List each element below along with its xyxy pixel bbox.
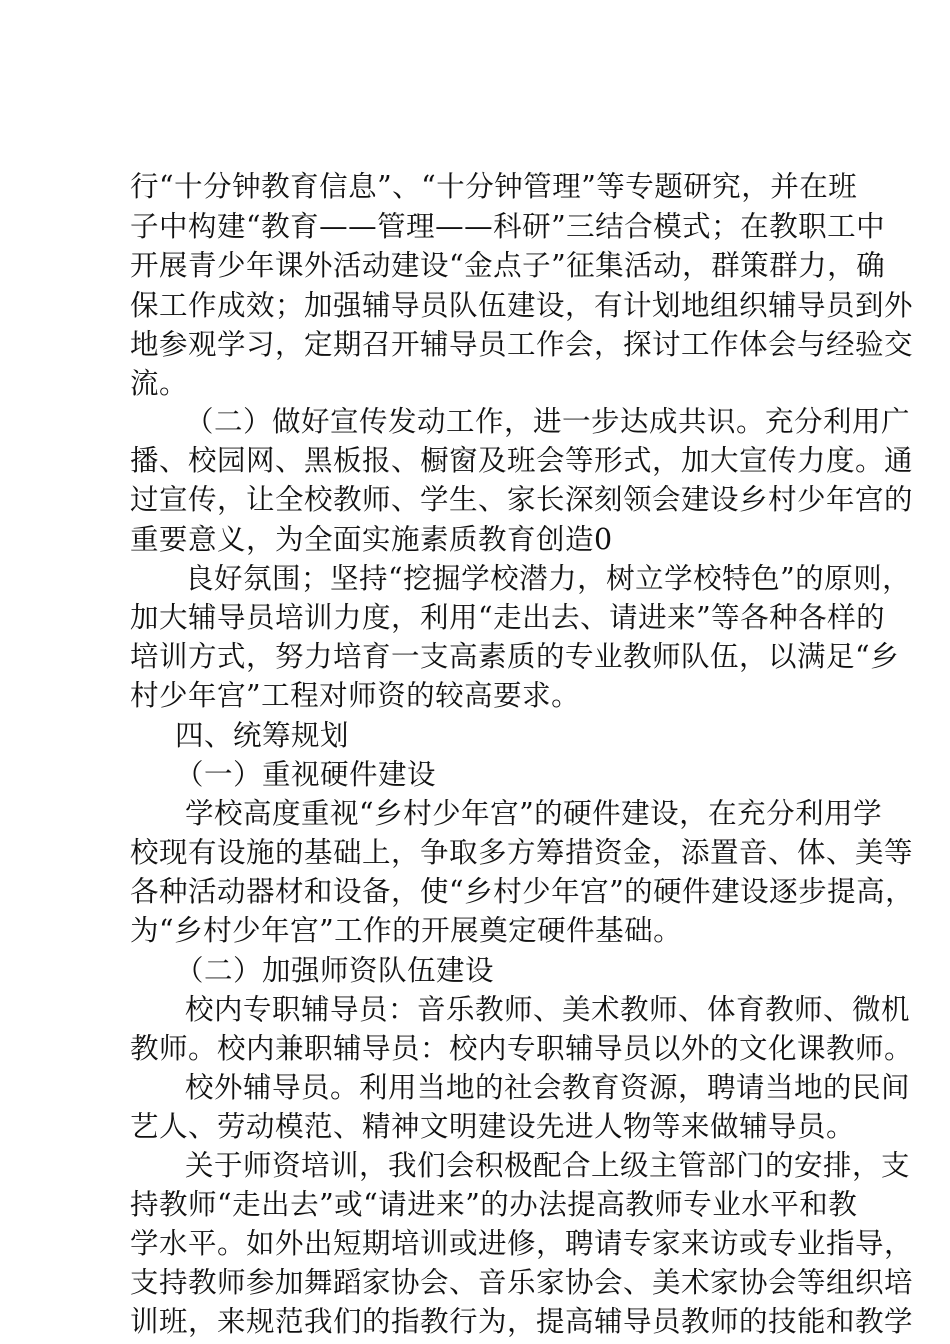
text-line: 加大辅导员培训力度，利用“走出去、请进来”等各种各样的 (130, 601, 886, 634)
text-line: 学校高度重视“乡村少年宫”的硬件建设，在充分利用学 (185, 797, 883, 830)
text-line: 支持教师参加舞蹈家协会、音乐家协会、美术家协会等组织培 (130, 1266, 914, 1299)
text-line: 流。 (130, 367, 189, 400)
text-line: 过宣传，让全校教师、学生、家长深刻领会建设乡村少年宫的 (130, 483, 914, 516)
text-line: （二）做好宣传发动工作，进一步达成共识。充分利用广 (185, 405, 911, 438)
text-line: 教师。校内兼职辅导员：校内专职辅导员以外的文化课教师。 (130, 1032, 914, 1065)
text-line: 校现有设施的基础上，争取多方筹措资金，添置音、体、美等 (130, 836, 914, 869)
section-heading: 四、统筹规划 (175, 719, 350, 752)
text-line: 子中构建“教育——管理——科研”三结合模式；在教职工中 (130, 210, 886, 243)
text-line: 学水平。如外出短期培训或进修，聘请专家来访或专业指导， (130, 1227, 914, 1260)
text-line: 持教师“走出去”或“请进来”的办法提高教师专业水平和教 (130, 1188, 858, 1221)
text-line: 开展青少年课外活动建设“金点子”征集活动，群策群力，确 (130, 249, 886, 282)
text-line: 行“十分钟教育信息”、“十分钟管理”等专题研究，并在班 (130, 170, 858, 203)
subsection-heading: （二）加强师资队伍建设 (175, 954, 495, 987)
text-line: 重要意义，为全面实施素质教育创造0 (130, 523, 613, 556)
subsection-heading: （一）重视硬件建设 (175, 758, 437, 791)
text-line: 训班，来规范我们的指教行为，提高辅导员教师的技能和教学 (130, 1305, 914, 1338)
text-line: 地参观学习，定期召开辅导员工作会，探讨工作体会与经验交 (130, 328, 914, 361)
text-line: 校外辅导员。利用当地的社会教育资源，聘请当地的民间 (185, 1071, 911, 1104)
text-line: 艺人、劳动模范、精神文明建设先进人物等来做辅导员。 (130, 1110, 856, 1143)
text-line: 校内专职辅导员：音乐教师、美术教师、体育教师、微机 (185, 993, 911, 1026)
text-line: 良好氛围；坚持“挖掘学校潜力，树立学校特色”的原则， (185, 562, 912, 595)
text-line: 保工作成效；加强辅导员队伍建设，有计划地组织辅导员到外 (130, 289, 914, 322)
text-line: 为“乡村少年宫”工作的开展奠定硬件基础。 (130, 914, 683, 947)
text-line: 各种活动器材和设备，使“乡村少年宫”的硬件建设逐步提高， (130, 875, 915, 908)
text-line: 关于师资培训，我们会积极配合上级主管部门的安排，支 (185, 1149, 911, 1182)
text-line: 培训方式，努力培育一支高素质的专业教师队伍，以满足“乡 (130, 640, 900, 673)
text-line: 村少年宫”工程对师资的较高要求。 (130, 679, 581, 712)
text-line: 播、校园网、黑板报、橱窗及班会等形式，加大宣传力度。通 (130, 444, 914, 477)
